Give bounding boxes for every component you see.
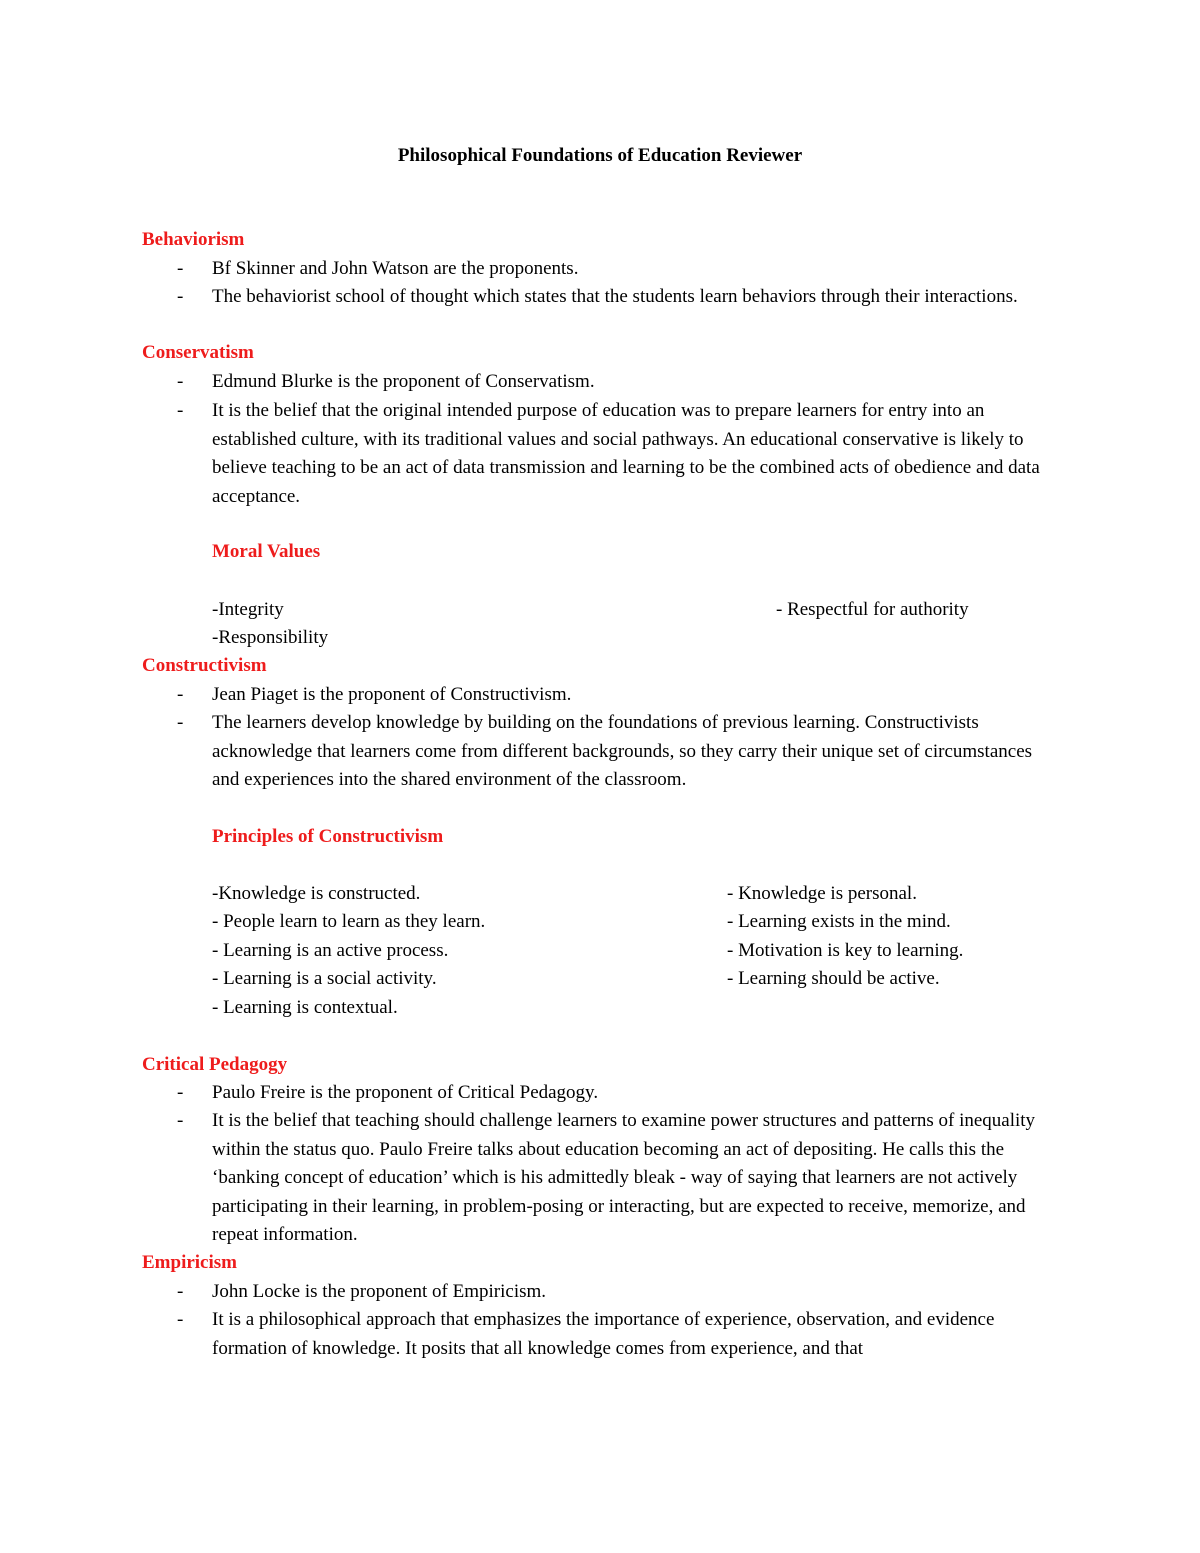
list-item: [142, 368, 1062, 397]
bullet-dash: -: [177, 1309, 184, 1330]
principle-item: - People learn to learn as they learn.: [212, 911, 486, 933]
principle-item: - Learning is a social activity.: [212, 968, 437, 990]
list-item: [142, 709, 1062, 795]
list-item-text: Jean Piaget is the proponent of Constructivism.: [212, 684, 572, 705]
list-item-text: It is the belief that teaching should challenge learners to examine power structures and patterns of inequality within the status quo. Paulo Freire talks about education becoming an act of depositing. He calls this the ‘banking concept of education’ which is his admittedly bleak - way of saying that learners are not actively participating in their learning, in problem-posing or interacting, but are expected to receive, memorize, and repeat information.: [212, 1110, 1036, 1246]
moral-value-item: -Responsibility: [212, 627, 329, 649]
principle-item: - Learning is an active process.: [212, 939, 449, 961]
heading-critical-pedagogy: Critical Pedagogy: [142, 1054, 288, 1075]
list-item-text: The learners develop knowledge by building on the foundations of previous learning. Constructivists acknowledge that learners come from different backgrounds, so they carry their unique set of circumstances and experiences into the shared environment of the classroom.: [212, 712, 1033, 791]
bullet-dash: -: [177, 712, 184, 733]
moral-value-item: -Integrity: [212, 599, 284, 620]
list-item: [142, 1079, 1062, 1108]
list-item-text: It is a philosophical approach that emphasizes the importance of experience, observation, and evidence formation of knowledge. It posits that all knowledge comes from experience, and that: [212, 1309, 995, 1359]
list-item: [142, 681, 1062, 710]
principles-left-column: [212, 880, 485, 1022]
principle-item: - Knowledge is personal.: [727, 883, 917, 904]
list-item-text: John Locke is the proponent of Empiricism.: [212, 1281, 547, 1302]
list-item: [142, 397, 1062, 511]
bullet-dash: -: [177, 1281, 184, 1302]
principle-item: - Motivation is key to learning.: [727, 939, 964, 961]
list-item: [142, 283, 1062, 312]
bullet-dash: -: [177, 258, 184, 279]
bullet-dash: -: [177, 1110, 184, 1131]
list-item: [142, 255, 1062, 284]
principle-item: - Learning should be active.: [727, 968, 940, 990]
list-item: [142, 1107, 1062, 1250]
principle-item: -Knowledge is constructed.: [212, 883, 421, 904]
principles-right-column: [727, 880, 963, 994]
heading-empiricism: Empiricism: [142, 1252, 237, 1273]
principle-item: - Learning exists in the mind.: [727, 911, 951, 933]
moral-values-left-column: [212, 596, 328, 653]
heading-conservatism: Conservatism: [142, 342, 254, 363]
bullet-dash: -: [177, 400, 184, 421]
bullet-dash: -: [177, 1082, 184, 1103]
bullet-dash: -: [177, 684, 184, 705]
bullet-dash: -: [177, 371, 184, 392]
heading-principles-of-constructivism: Principles of Constructivism: [212, 826, 444, 847]
list-item-text: Paulo Freire is the proponent of Critical Pedagogy.: [212, 1082, 599, 1103]
bullet-dash: -: [177, 286, 184, 307]
principle-item: - Learning is contextual.: [212, 996, 398, 1018]
list-item-text: The behaviorist school of thought which states that the students learn behaviors through their interactions.: [212, 286, 1018, 307]
heading-behaviorism: Behaviorism: [142, 229, 245, 250]
heading-moral-values: Moral Values: [212, 541, 321, 562]
moral-value-item: - Respectful for authority: [776, 599, 969, 620]
list-item: [142, 1306, 1062, 1363]
heading-constructivism: Constructivism: [142, 655, 267, 676]
document-title: Philosophical Foundations of Education Reviewer: [397, 145, 803, 166]
list-item: [142, 1278, 1062, 1307]
list-item-text: Bf Skinner and John Watson are the proponents.: [212, 258, 579, 279]
moral-values-right-column: [776, 596, 969, 624]
list-item-text: Edmund Blurke is the proponent of Conservatism.: [212, 371, 595, 392]
list-item-text: It is the belief that the original intended purpose of education was to prepare learners for entry into an established culture, with its traditional values and social pathways. An educational conservative is likely to believe teaching to be an act of data transmission and learning to be the combined acts of obedience and data acceptance.: [212, 400, 1040, 507]
